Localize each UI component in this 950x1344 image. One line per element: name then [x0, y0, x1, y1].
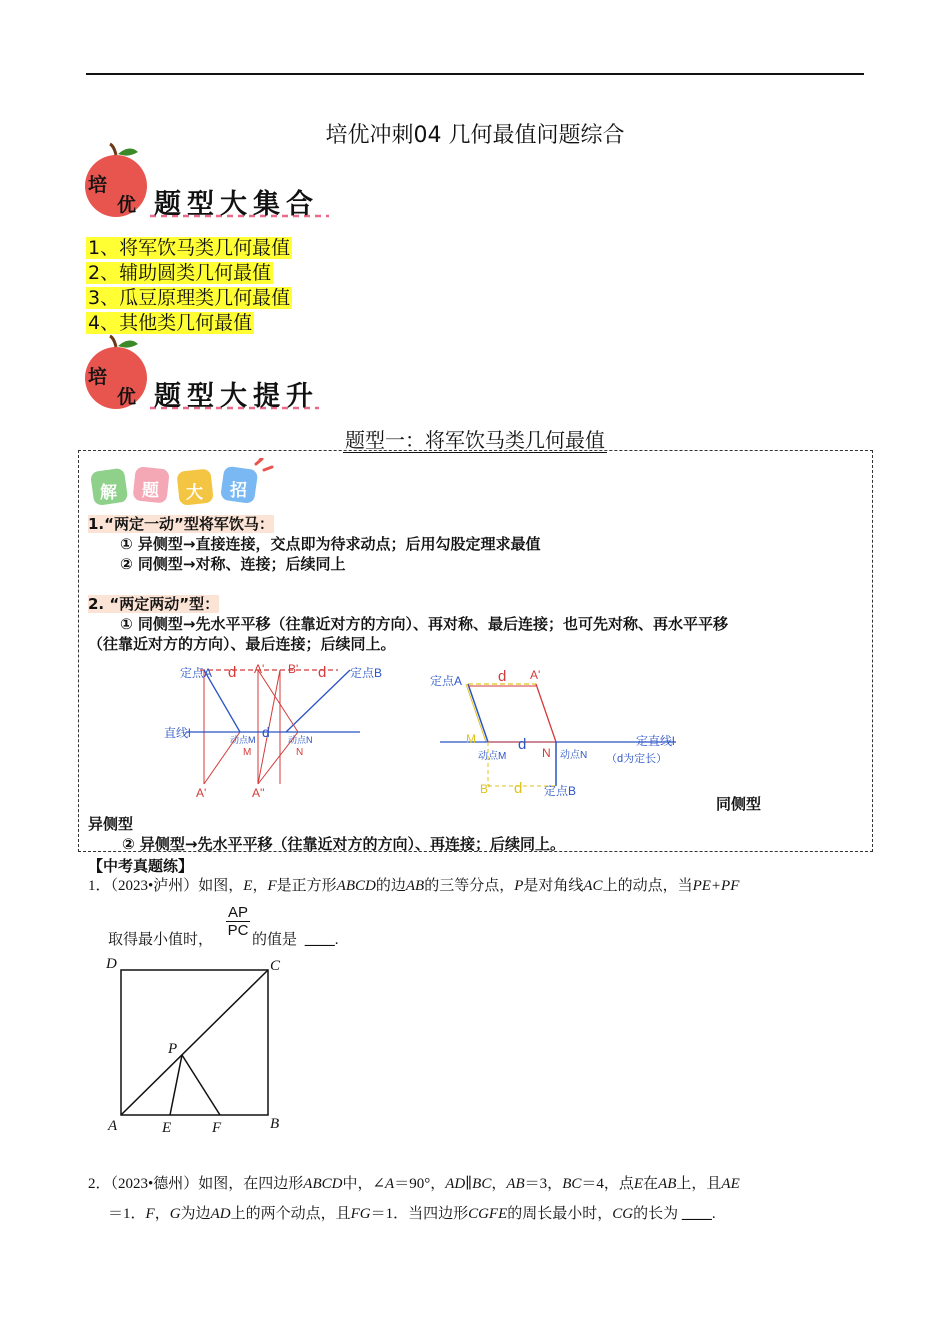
- diagram-label: B': [480, 782, 491, 796]
- tip-line: （往靠近对方的方向）、最后连接；后续同上。: [88, 635, 396, 653]
- badge-text: 题型大集合: [154, 189, 319, 220]
- type-list-item: 4、其他类几何最值: [88, 312, 253, 334]
- diagram-label: 直线l: [164, 726, 191, 740]
- q-text: ＝1．: [108, 1206, 146, 1222]
- question-2-line-1: [88, 1174, 740, 1194]
- diagram-label: d: [514, 780, 523, 797]
- question-1-line-1: [88, 876, 739, 896]
- diagram-caption-same-side: 同侧型: [716, 795, 762, 813]
- q-var: AB: [506, 1176, 525, 1192]
- question-number: 2．: [88, 1176, 111, 1192]
- exam-heading: 【中考真题练】: [88, 857, 194, 875]
- diagram-label: 动点N: [560, 750, 588, 761]
- question-1-line-2-end: [252, 930, 339, 950]
- tips-logo: [88, 458, 278, 510]
- diagram-label: N: [542, 746, 551, 760]
- vertex-label: E: [162, 1120, 172, 1136]
- q-text: 取得最小值时，: [108, 932, 214, 948]
- badge-char-1: 培: [88, 366, 108, 388]
- q-var: AE: [721, 1176, 740, 1192]
- section-title-text: 题型一：将军饮马类几何最值: [345, 428, 605, 452]
- q-var: E: [243, 878, 253, 894]
- q-text: 上的两个动点，且: [230, 1206, 351, 1222]
- q-text: 是对角线: [523, 878, 584, 894]
- q-var: F: [267, 878, 277, 894]
- q-text: 如图，: [198, 878, 244, 894]
- q-var: AB: [658, 1176, 677, 1192]
- q-text: 的三等分点，: [424, 878, 515, 894]
- tip-heading-2: [88, 594, 219, 614]
- q-var: P: [514, 878, 524, 894]
- q-text: .: [711, 1206, 716, 1222]
- answer-blank[interactable]: ____: [681, 1206, 712, 1222]
- q-text: .: [334, 932, 339, 948]
- tips-logo-char: 题: [142, 481, 159, 501]
- badge-text: 题型大提升: [154, 381, 319, 412]
- diagram-label: A': [254, 662, 265, 676]
- diagram-label: 定直线l: [636, 734, 675, 748]
- badge-char-2: 优: [117, 386, 137, 408]
- tip-line: ① 同侧型→先水平平移（往靠近对方的方向）、再对称、最后连接；也可先对称、再水平平移: [120, 615, 728, 633]
- diagram-label: 定点B: [544, 784, 577, 798]
- q-var: F: [145, 1206, 155, 1222]
- q-var: AD: [210, 1206, 231, 1222]
- q-text: 的边: [375, 878, 406, 894]
- q-var: CGFE: [468, 1206, 508, 1222]
- q-text: ，: [252, 878, 268, 894]
- diagram-label: M: [243, 747, 252, 758]
- q-text: ，: [154, 1206, 170, 1222]
- q-var: AD: [445, 1176, 466, 1192]
- diagram-label: d: [228, 664, 237, 681]
- q-var: BC: [472, 1176, 492, 1192]
- diagram-label: 定点B: [350, 666, 383, 680]
- diagram-label: d: [318, 664, 327, 681]
- q-text: 是正方形: [276, 878, 337, 894]
- badge-type-improve: [84, 334, 324, 414]
- q-var: AC: [583, 878, 603, 894]
- question-2-text: [198, 1176, 739, 1192]
- q-text: ＝90°，: [394, 1176, 446, 1192]
- question-source: （2023•德州）: [110, 1176, 199, 1192]
- diagram-label: 动点N: [288, 735, 313, 745]
- diagram-label: A'': [252, 786, 265, 800]
- type-list-item: 3、瓜豆原理类几何最值: [88, 287, 291, 309]
- q-text: ＝1．当四边形: [370, 1206, 469, 1222]
- tip-line: ① 异侧型→直接连接，交点即为待求动点；后用勾股定理求最值: [120, 535, 541, 553]
- q-var: E: [633, 1176, 644, 1192]
- diagram-label: B': [288, 662, 299, 676]
- tips-logo-char: 招: [230, 481, 247, 501]
- diagram-label: （d为定长）: [606, 753, 668, 765]
- type-list-item: 2、辅助圆类几何最值: [88, 262, 272, 284]
- page-title: 培优冲刺04 几何最值问题综合: [325, 123, 625, 148]
- diagram-label: d: [262, 724, 270, 740]
- vertex-label: D: [106, 956, 117, 972]
- q-var: ABCD: [303, 1176, 343, 1192]
- diagram-label: d: [498, 668, 507, 685]
- q-var: FG: [350, 1206, 371, 1222]
- q-text: 中，∠: [342, 1176, 386, 1192]
- type-list: [86, 236, 292, 336]
- q-text: 如图，在四边形: [198, 1176, 304, 1192]
- q-var: CG: [612, 1206, 634, 1222]
- tips-logo-char: 大: [186, 483, 203, 503]
- diagram-label: A': [196, 786, 207, 800]
- q-var: ABCD: [336, 878, 376, 894]
- badge-char-1: 培: [88, 174, 108, 196]
- question-2-line-2: [108, 1204, 716, 1224]
- q-text: 的长为: [633, 1206, 682, 1222]
- top-rule: [86, 73, 864, 75]
- vertex-label: F: [212, 1120, 222, 1136]
- vertex-label: A: [108, 1118, 118, 1134]
- tip-heading-1: [88, 514, 274, 534]
- q-text: 的周长最小时，: [507, 1206, 613, 1222]
- q-text: 上的动点，当: [602, 878, 693, 894]
- question-source: （2023•泸州）: [110, 878, 199, 894]
- fraction-numerator: AP: [227, 904, 248, 921]
- diagram-label: 动点M: [230, 735, 256, 745]
- q-var: G: [169, 1206, 181, 1222]
- diagram-label: N: [296, 747, 304, 758]
- q-var: BC: [562, 1176, 582, 1192]
- q-text: 的值是: [252, 932, 298, 948]
- tip-heading-2-text: 2. “两定两动”型：: [88, 595, 220, 613]
- tips-logo-char: 解: [100, 483, 117, 503]
- vertex-label: P: [168, 1041, 178, 1057]
- badge-char-2: 优: [117, 194, 137, 216]
- answer-blank[interactable]: ____: [304, 932, 335, 948]
- q-text: ∥: [465, 1176, 473, 1192]
- badge-type-collection: [84, 142, 324, 222]
- q-text: ＝4，点: [581, 1176, 634, 1192]
- vertex-label: B: [270, 1116, 280, 1132]
- diagram-label: d: [518, 736, 527, 753]
- figure-square-abcd: [104, 952, 294, 1138]
- type-list-item: 1、将军饮马类几何最值: [88, 237, 291, 259]
- q-text: 为边: [180, 1206, 211, 1222]
- q-var: AB: [405, 878, 425, 894]
- q-text: ，: [491, 1176, 507, 1192]
- fraction-denominator: PC: [227, 922, 249, 939]
- question-1-line-2: [108, 930, 213, 950]
- tip-heading-1-text: 1.“两定一动”型将军饮马：: [88, 515, 274, 533]
- diagram-caption-diff-side: 异侧型: [88, 815, 134, 833]
- vertex-label: C: [270, 958, 281, 974]
- diagram-label: 动点M: [478, 751, 507, 762]
- q-var: PE+PF: [692, 878, 740, 894]
- section-title: [0, 424, 950, 453]
- question-number: 1．: [88, 878, 111, 894]
- tip-line: ② 同侧型→对称、连接；后续同上: [120, 555, 346, 573]
- question-2-text: [108, 1206, 716, 1222]
- q-text: 上，且: [676, 1176, 722, 1192]
- diagram-label: 定点A: [430, 674, 463, 688]
- fraction-ap-pc: [226, 904, 250, 939]
- diagram-label: M: [466, 732, 476, 746]
- diagram-label: 定点A: [180, 666, 213, 680]
- q-text: ＝3，: [524, 1176, 563, 1192]
- diagram-label: A': [530, 668, 541, 682]
- q-var: A: [385, 1176, 395, 1192]
- q-text: 在: [643, 1176, 659, 1192]
- tip-line: ② 异侧型→先水平平移（往靠近对方的方向）、再连接；后续同上。: [122, 835, 565, 853]
